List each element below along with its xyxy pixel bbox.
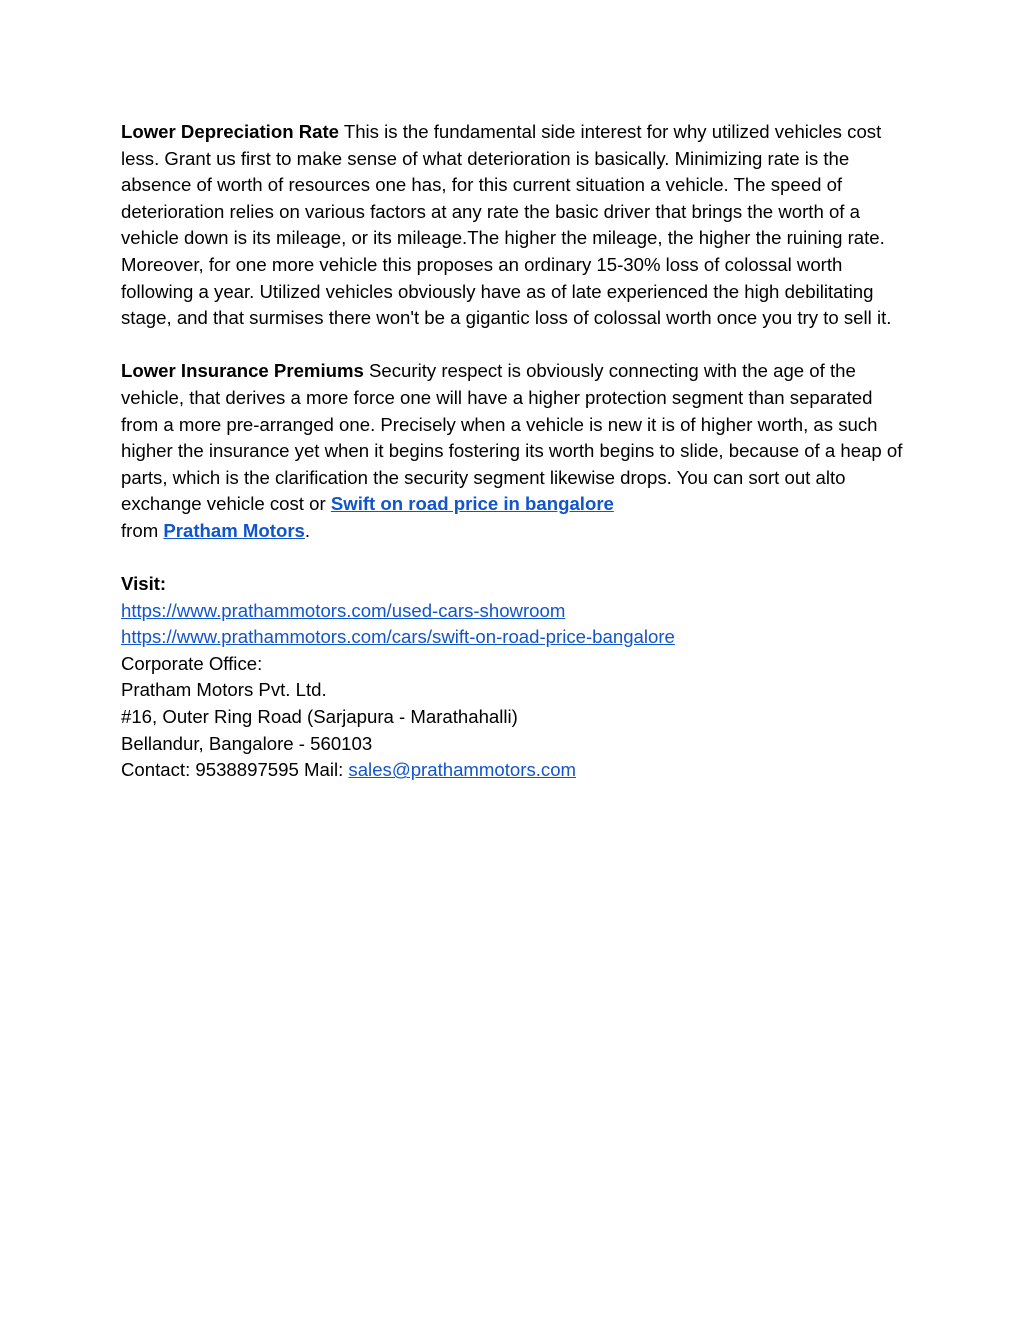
depreciation-body: This is the fundamental side interest for why utilized vehicles cost less. Grant us first to make sense of what deterioration is basically. Minimizing rate is the absence of worth of resources one has, for this current situation a vehicle. The speed of deterioration relies on various factors at any rate the basic driver that brings the worth of a vehicle down is its mileage, or its mileage.The higher the mileage, the higher the ruining rate. Moreover, for one more vehicle this proposes an ordinary 15-30% loss of colossal worth following a year. Utilized vehicles obviously have as of late experienced the high debilitating stage, and that surmises there won't be a gigantic loss of colossal worth once you try to sell it.	[121, 121, 892, 329]
insurance-body: Security respect is obviously connecting with the age of the vehicle, that derives a more force one will have a higher protection segment than separated from a more pre-arranged one. Precisely when a vehicle is new it is of higher worth, as such higher the insurance yet when it begins fostering its worth begins to slide, because of a heap of parts, which is the clarification the security segment likewise drops. You can sort out alto exchange vehicle cost or	[121, 360, 903, 515]
contact-block	[121, 571, 911, 784]
document-page	[121, 119, 911, 784]
swift-price-link[interactable]: Swift on road price in bangalore	[330, 493, 614, 515]
insurance-end-text: .	[304, 519, 311, 541]
insurance-from-text: from	[121, 519, 164, 541]
pratham-motors-link[interactable]: Pratham Motors	[163, 519, 305, 541]
contact-prefix: Contact: 9538897595 Mail:	[121, 759, 349, 781]
insurance-paragraph	[121, 358, 911, 544]
depreciation-heading: Lower Depreciation Rate	[121, 121, 340, 142]
visit-label: Visit:	[121, 573, 167, 595]
depreciation-paragraph	[121, 119, 911, 332]
address-line-1: #16, Outer Ring Road (Sarjapura - Marathahalli)	[121, 706, 518, 728]
address-line-2: Bellandur, Bangalore - 560103	[121, 732, 373, 754]
swift-on-road-price-link[interactable]: https://www.prathammotors.com/cars/swift-on-road-price-bangalore	[121, 626, 675, 648]
email-link[interactable]: sales@prathammotors.com	[348, 759, 577, 781]
corporate-office-label: Corporate Office:	[121, 652, 263, 674]
contact-line	[121, 757, 911, 784]
insurance-heading: Lower Insurance Premiums	[121, 360, 364, 382]
company-name: Pratham Motors Pvt. Ltd.	[121, 679, 327, 701]
used-cars-showroom-link[interactable]: https://www.prathammotors.com/used-cars-showroom	[121, 599, 566, 621]
